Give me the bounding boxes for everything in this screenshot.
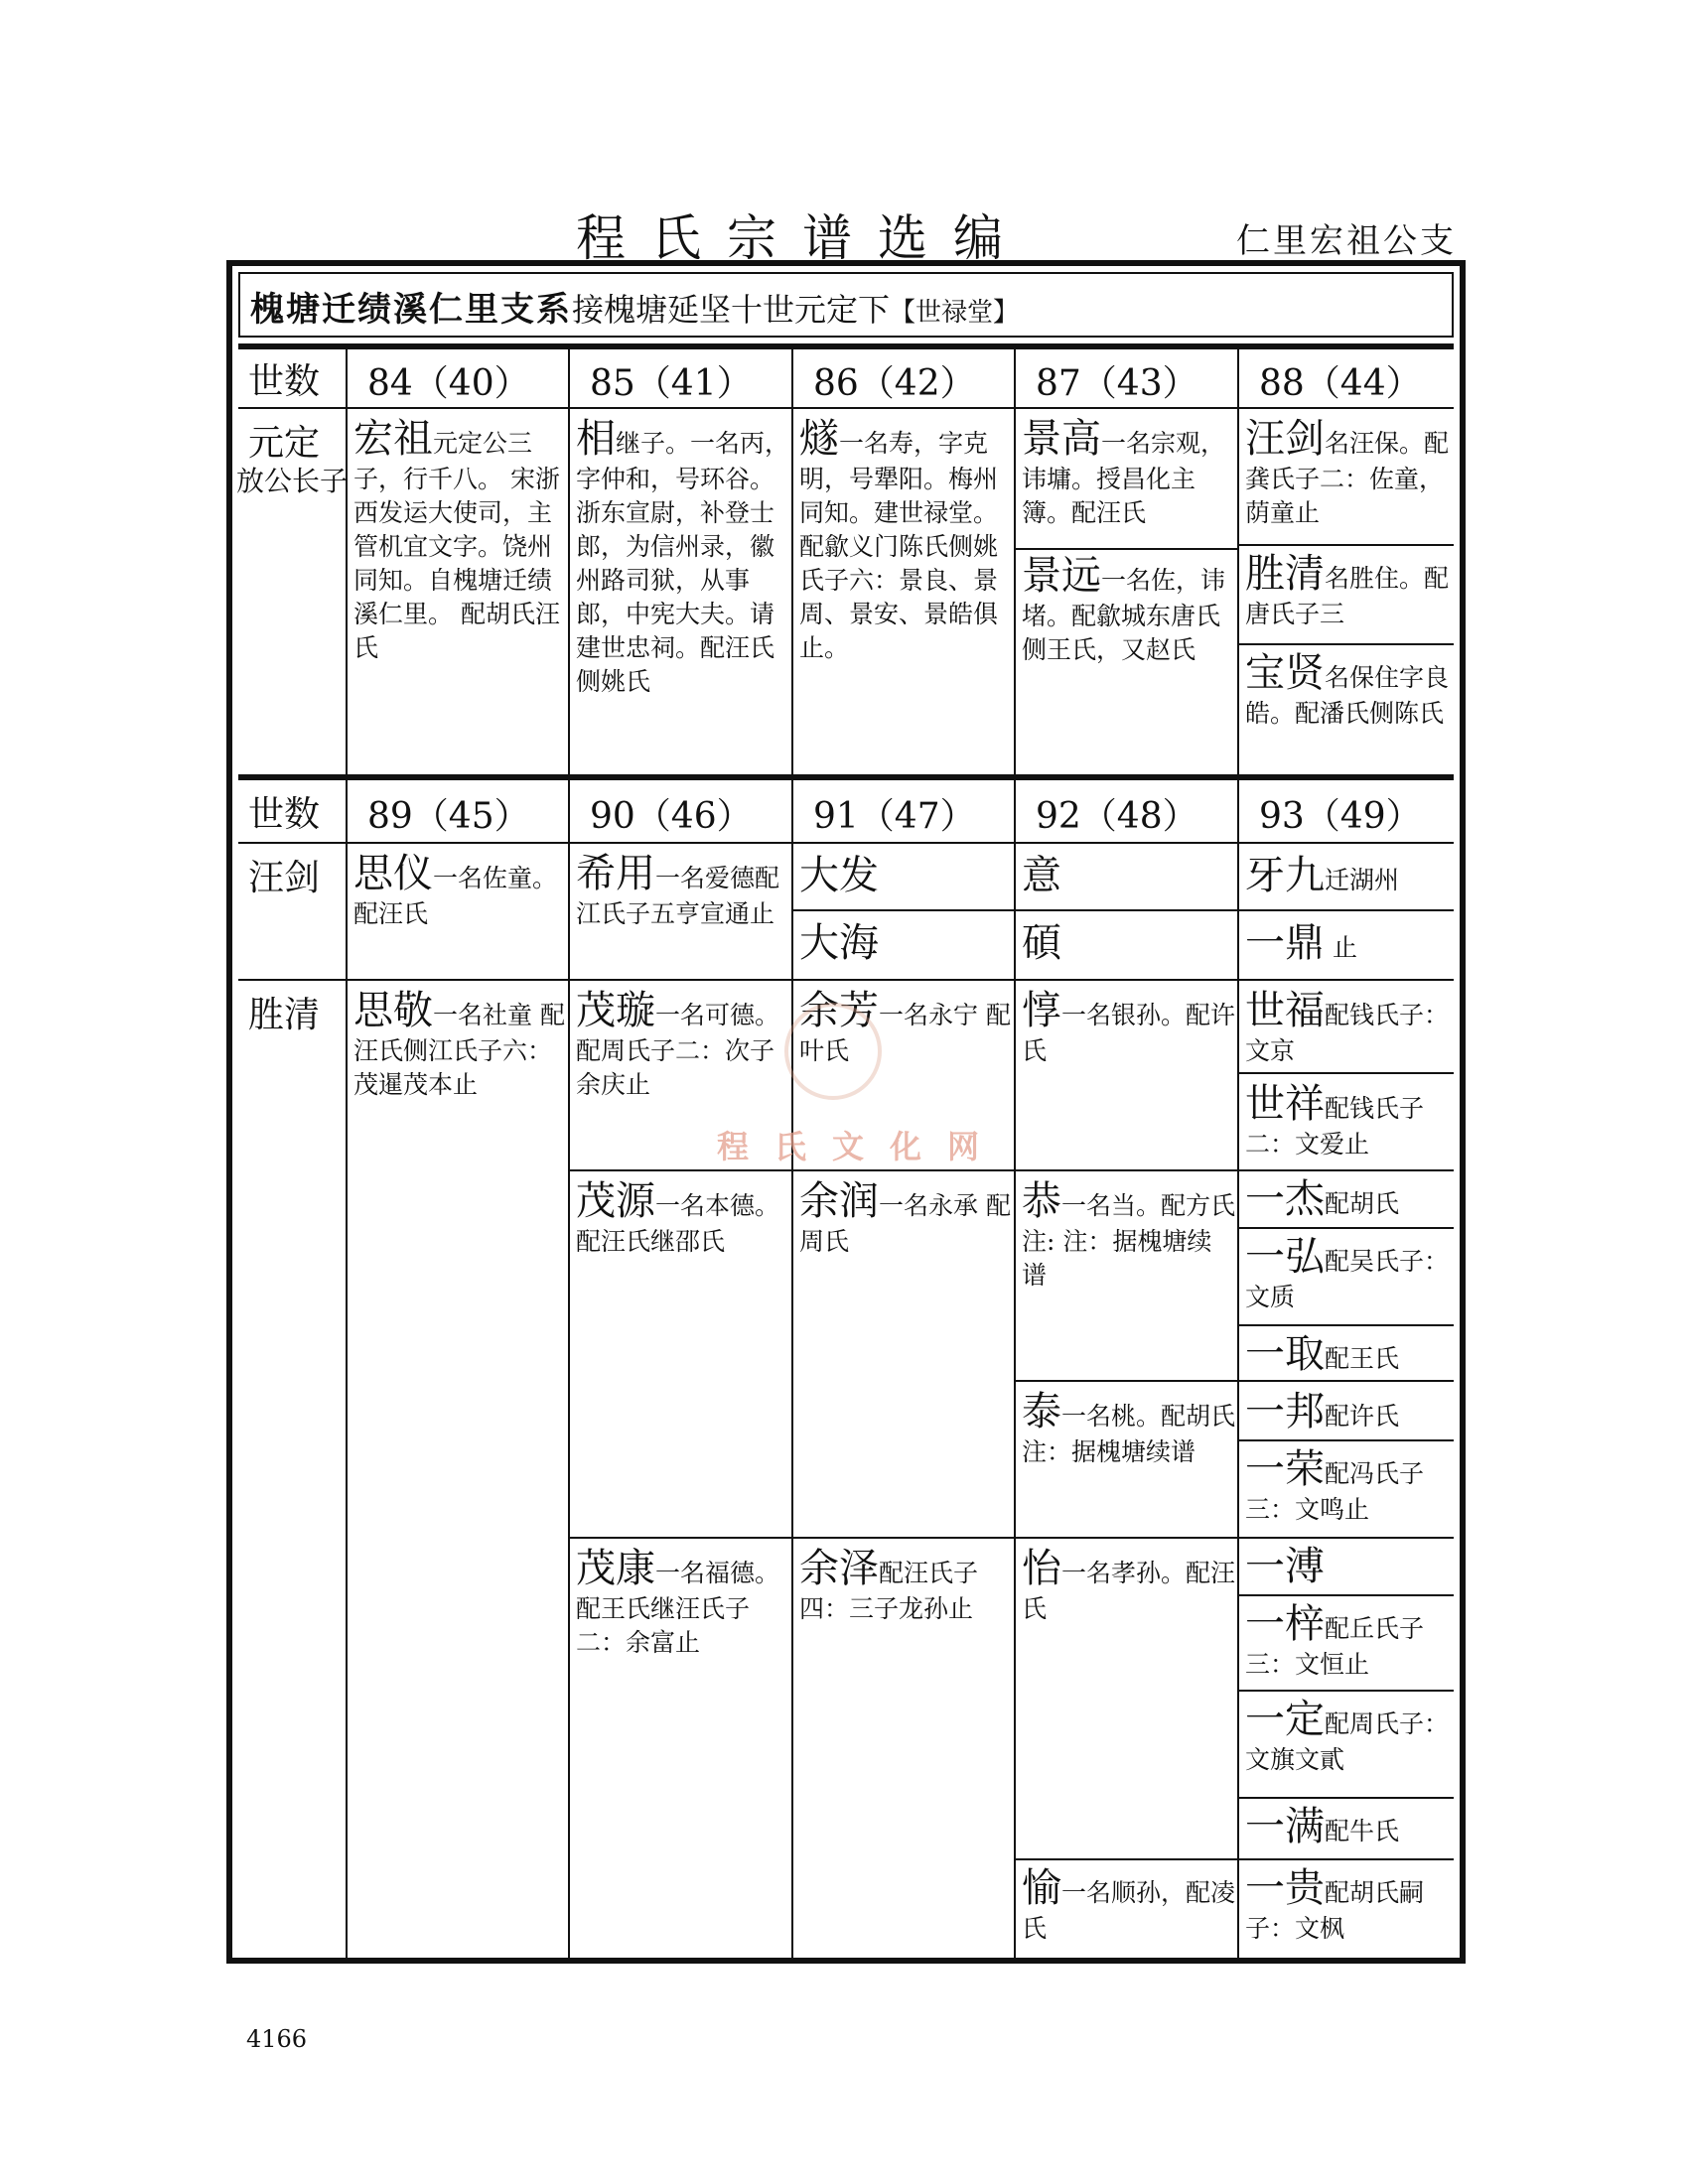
person-name: 一鼎: [1245, 920, 1325, 966]
person-note: 止: [1332, 933, 1357, 962]
person-note: 配汪氏子四：三子龙孙止: [799, 1559, 979, 1623]
person-xiyong: [570, 850, 789, 931]
gen-label: 世数: [248, 794, 321, 835]
person-note: 配许氏: [1325, 1402, 1400, 1431]
person-shixiang: [1239, 1080, 1452, 1161]
person-note: 元定公三子，行千八。 宋浙西发运大使司，主管机宜文字。饶州同知。自槐塘迁绩溪仁里。 配胡氏汪氏: [353, 429, 560, 662]
cell-line: [568, 1169, 1014, 1171]
gen-number: 91（47）: [813, 796, 976, 837]
person-name: 景远: [1022, 553, 1101, 599]
hall-name: 【世禄堂】: [890, 298, 1020, 328]
gen-number: 88（44）: [1259, 363, 1422, 404]
cell-line: [1014, 1858, 1237, 1860]
person-name: 思仪: [353, 851, 433, 896]
person-baoxian: [1239, 649, 1452, 731]
person-name: 世福: [1245, 988, 1325, 1033]
cell-line: [1237, 544, 1454, 546]
person-name: 思敬: [353, 988, 433, 1033]
gen-number: 89（45）: [367, 796, 530, 837]
person-note: 一名桃。配胡氏 注：据槐塘续谱: [1022, 1402, 1236, 1466]
lineage-header-text: [250, 282, 1019, 331]
person-yijie: [1239, 1175, 1452, 1223]
person-note: 一名顺孙，配凌氏: [1022, 1878, 1236, 1943]
person-name: 一荣: [1245, 1446, 1325, 1492]
gen-number: 86（42）: [813, 363, 976, 404]
person-tai: [1016, 1388, 1235, 1469]
person-chun: [1016, 987, 1235, 1068]
person-name: 茂康: [576, 1546, 655, 1591]
person-note: 配胡氏嗣子：文枫: [1245, 1878, 1425, 1943]
person-name: 宏祖: [353, 416, 433, 462]
person-name: 一定: [1245, 1697, 1325, 1742]
person-name: 燧: [799, 416, 839, 462]
cell-line: [1237, 1690, 1454, 1692]
gen-number: 92（48）: [1036, 796, 1198, 837]
root-note: 放公长子: [236, 465, 349, 497]
person-note: 配吴氏子：文质: [1245, 1247, 1450, 1311]
person-name: 一邦: [1245, 1389, 1325, 1434]
person-yiqu: [1239, 1330, 1452, 1378]
person-yajiu: [1239, 852, 1452, 899]
person-name: 茂璇: [576, 988, 655, 1033]
gen-number: 87（43）: [1036, 363, 1198, 404]
col-line: [346, 780, 348, 1958]
page-title: 程氏宗谱选编: [576, 209, 1029, 267]
person-yiding2: [1239, 1696, 1452, 1777]
person-note: 名胜住。配唐氏子三: [1245, 564, 1450, 628]
person-note: 一名爱德配江氏子五亨宣通止: [576, 864, 780, 928]
watermark-seal: [784, 1003, 882, 1100]
person-note: 一名宗观，讳墉。授昌化主簿。配汪氏: [1022, 429, 1226, 527]
person-yizi: [1239, 1600, 1452, 1682]
family-label-shengqing: 胜清: [248, 995, 321, 1035]
person-wangjian: [1239, 415, 1452, 530]
person-name: 一取: [1245, 1331, 1325, 1377]
person-note: 迁湖州: [1325, 866, 1400, 894]
lineage-connect: 接槐塘延坚十世元定下: [572, 291, 891, 329]
family-label-wangjian: 汪剑: [248, 858, 321, 898]
person-yurun: [793, 1177, 1012, 1259]
person-name: 希用: [576, 851, 655, 896]
person-name: 一满: [1245, 1804, 1325, 1849]
person-name: 一杰: [1245, 1176, 1325, 1222]
person-note: 一名福德。配王氏继汪氏子二：余富止: [576, 1559, 780, 1657]
page-number: 4166: [246, 2025, 308, 2053]
person-note: 配钱氏子二：文爱止: [1245, 1094, 1425, 1159]
watermark-text: 程氏文化网: [717, 1128, 1006, 1165]
person-name: 相: [576, 416, 616, 462]
lineage-name: 槐塘迁绩溪仁里支系: [250, 290, 572, 330]
person-note: 一名佐童。配汪氏: [353, 864, 558, 928]
person-yiman: [1239, 1803, 1452, 1850]
cell-line: [1237, 1537, 1454, 1539]
cell-line: [1237, 1439, 1454, 1441]
gen-label: 世数: [248, 361, 321, 402]
cell-line: [1237, 643, 1454, 645]
person-sui: [793, 415, 1012, 665]
person-note: 配丘氏子三：文恒止: [1245, 1614, 1425, 1679]
cell-line: [1237, 1594, 1454, 1596]
col-line: [568, 780, 570, 1958]
person-name: 宝贤: [1245, 650, 1325, 696]
person-jinggao: [1016, 415, 1235, 530]
person-name: 泰: [1022, 1389, 1061, 1434]
person-name: 惇: [1022, 988, 1061, 1033]
cell-line: [1237, 1324, 1454, 1326]
gen-number: 85（41）: [590, 363, 753, 404]
person-name: 一溥: [1245, 1544, 1325, 1589]
gen-number: 84（40）: [367, 363, 530, 404]
person-note: 一名永宁 配叶氏: [799, 1001, 1011, 1065]
section-divider-band: [238, 774, 1454, 780]
cell-line: [1014, 1537, 1237, 1539]
person-name: 大海: [799, 920, 879, 966]
person-dahai: [793, 919, 1012, 967]
person-note: 一名可德。配周氏子二：次子余庆止: [576, 1001, 780, 1099]
branch-title: 仁里宏祖公支: [1236, 221, 1457, 261]
person-name: 大发: [799, 853, 879, 898]
root-name: 元定: [248, 423, 321, 464]
person-name: 余泽: [799, 1546, 879, 1591]
person-name: 一贵: [1245, 1865, 1325, 1911]
cell-line: [1237, 1858, 1454, 1860]
person-name: 牙九: [1245, 853, 1325, 898]
person-name: 余润: [799, 1178, 879, 1224]
person-name: 汪剑: [1245, 416, 1325, 462]
person-note: 一名银孙。配许氏: [1022, 1001, 1236, 1065]
person-yuze: [793, 1545, 1012, 1626]
person-name: 碩: [1022, 920, 1061, 966]
cell-line: [1014, 548, 1237, 550]
person-yirong: [1239, 1445, 1452, 1527]
person-note: 一名本德。配汪氏继邵氏: [576, 1191, 780, 1256]
person-note: 继子。一名丙，字仲和，号环谷。浙东宣尉，补登士郎，为信州录，徽州路司狱，从事郎，中宪大夫。请建世忠祠。配汪氏侧姚氏: [576, 429, 790, 696]
gen-row-line: [238, 407, 1454, 409]
person-note: 配胡氏: [1325, 1189, 1400, 1218]
person-xiang: [570, 415, 789, 699]
person-note: 名汪保。配龚氏子二：佐童，荫童止: [1245, 429, 1450, 527]
person-name: 恭: [1022, 1178, 1061, 1224]
cell-line: [1014, 1169, 1237, 1171]
person-note: 配牛氏: [1325, 1817, 1400, 1845]
person-note: 配冯氏子三：文鸣止: [1245, 1459, 1425, 1524]
gen-number: 90（46）: [590, 796, 753, 837]
cell-line: [1237, 1380, 1454, 1382]
person-name: 怡: [1022, 1546, 1061, 1591]
person-note: 一名社童 配汪氏侧江氏子六：茂暹茂本止: [353, 1001, 565, 1099]
person-name: 意: [1022, 853, 1061, 898]
person-name: 世祥: [1245, 1081, 1325, 1127]
cell-line: [568, 1537, 1014, 1539]
person-siyi: [348, 850, 566, 931]
person-note: 配王氏: [1325, 1344, 1400, 1373]
cell-line: [1237, 1797, 1454, 1799]
cell-line: [1014, 1380, 1237, 1382]
person-maoxuan: [570, 987, 789, 1102]
person-yigui: [1239, 1864, 1452, 1946]
person-yibang: [1239, 1388, 1452, 1435]
person-note: 配周氏子：文旗文貳: [1245, 1709, 1450, 1774]
person-shuo: [1016, 919, 1235, 967]
gen-row-line: [238, 842, 1454, 844]
person-note: 一名当。配方氏 注: 注：据槐塘续谱: [1022, 1191, 1236, 1290]
person-name: 胜清: [1245, 551, 1325, 597]
person-gong: [1016, 1177, 1235, 1293]
person-name: 一梓: [1245, 1601, 1325, 1647]
cell-line: [791, 909, 1454, 911]
cell-line: [1237, 1169, 1454, 1171]
person-note: 一名寿，字克明，号犟阳。梅州同知。建世禄堂。配歙义门陈氏侧姚氏子六：景良、景周、景安、景皓俱止。: [799, 429, 999, 662]
person-note: 一名佐，讳堵。配歙城东唐氏侧王氏，又赵氏: [1022, 566, 1226, 664]
person-maokang: [570, 1545, 789, 1660]
person-yi2: [1016, 1545, 1235, 1626]
person-name: 一弘: [1245, 1234, 1325, 1280]
person-note: 名保住字良皓。配潘氏侧陈氏: [1245, 663, 1450, 728]
person-yu: [1016, 1864, 1235, 1946]
person-yiding: [1239, 919, 1452, 967]
person-note: 配钱氏子：文京: [1245, 1001, 1450, 1065]
person-shifu: [1239, 987, 1452, 1068]
person-jingyuan: [1016, 552, 1235, 667]
person-maoyuan: [570, 1177, 789, 1259]
person-sijing: [348, 987, 566, 1102]
cell-line: [1237, 1227, 1454, 1229]
gen-number: 93（49）: [1259, 796, 1422, 837]
cell-line: [1237, 1072, 1454, 1074]
person-name: 茂源: [576, 1178, 655, 1224]
person-note: 一名永承 配周氏: [799, 1191, 1011, 1256]
person-yi: [1016, 852, 1235, 899]
person-yipu: [1239, 1543, 1452, 1590]
person-dafa: [793, 852, 1012, 899]
person-name: 景高: [1022, 416, 1101, 462]
person-name: 愉: [1022, 1865, 1061, 1911]
person-shengqing: [1239, 550, 1452, 631]
family-divider: [238, 979, 1454, 981]
section1-top-band: [238, 343, 1454, 349]
person-yihong: [1239, 1233, 1452, 1314]
person-hongzu: [348, 415, 566, 665]
person-note: 一名孝孙。配汪氏: [1022, 1559, 1236, 1623]
person-name: 余芳: [799, 988, 879, 1033]
